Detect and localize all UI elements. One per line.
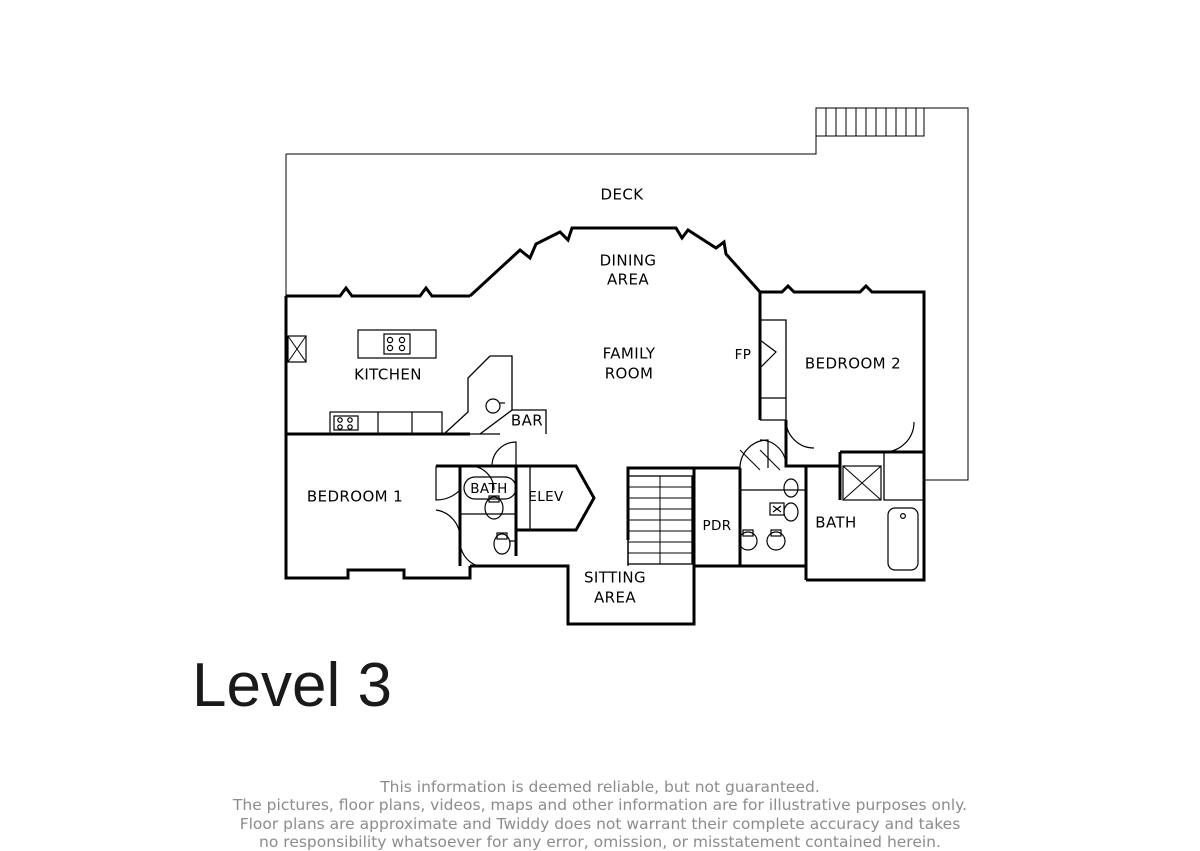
room-label-family-room-line2: ROOM xyxy=(604,364,654,383)
page-title: Level 3 xyxy=(192,651,392,720)
room-label-sitting-area-line1: SITTING xyxy=(583,568,647,587)
room-label-deck: DECK xyxy=(600,185,644,204)
room-label-kitchen: KITCHEN xyxy=(354,365,422,384)
room-label-sitting-area-line2: AREA xyxy=(593,588,637,607)
room-label-dining-area-line2: AREA xyxy=(606,270,650,289)
room-label-fireplace: FP xyxy=(734,347,752,363)
room-label-bedroom-2: BEDROOM 2 xyxy=(804,354,902,373)
room-label-elevator: ELEV xyxy=(528,489,564,505)
staircase xyxy=(628,476,692,564)
deck-outline xyxy=(286,108,968,480)
room-label-bath-1: BATH xyxy=(470,481,508,497)
powder-room-fixtures xyxy=(739,530,785,550)
room-label-bath-2: BATH xyxy=(815,513,857,532)
room-label-bar: BAR xyxy=(510,411,544,430)
deck-railing xyxy=(816,108,924,136)
room-label-powder-room: PDR xyxy=(702,518,732,534)
exterior-walls xyxy=(286,228,924,624)
disclaimer-line-3: Floor plans are approximate and Twiddy does not warrant their complete accuracy and takes xyxy=(239,814,961,833)
room-label-family-room-line1: FAMILY xyxy=(602,344,656,363)
disclaimer-line-1: This information is deemed reliable, but not guaranteed. xyxy=(380,778,820,796)
disclaimer-line-2: The pictures, floor plans, videos, maps and other information are for illustrative purposes only. xyxy=(232,796,968,815)
disclaimer xyxy=(0,778,1200,851)
disclaimer-line-4: no responsibility whatsoever for any error, omission, or misstatement contained herein. xyxy=(259,832,941,851)
room-label-bedroom-1: BEDROOM 1 xyxy=(306,487,404,506)
room-label-dining-area-line1: DINING xyxy=(599,251,657,270)
bath-1-fixtures xyxy=(485,496,516,554)
